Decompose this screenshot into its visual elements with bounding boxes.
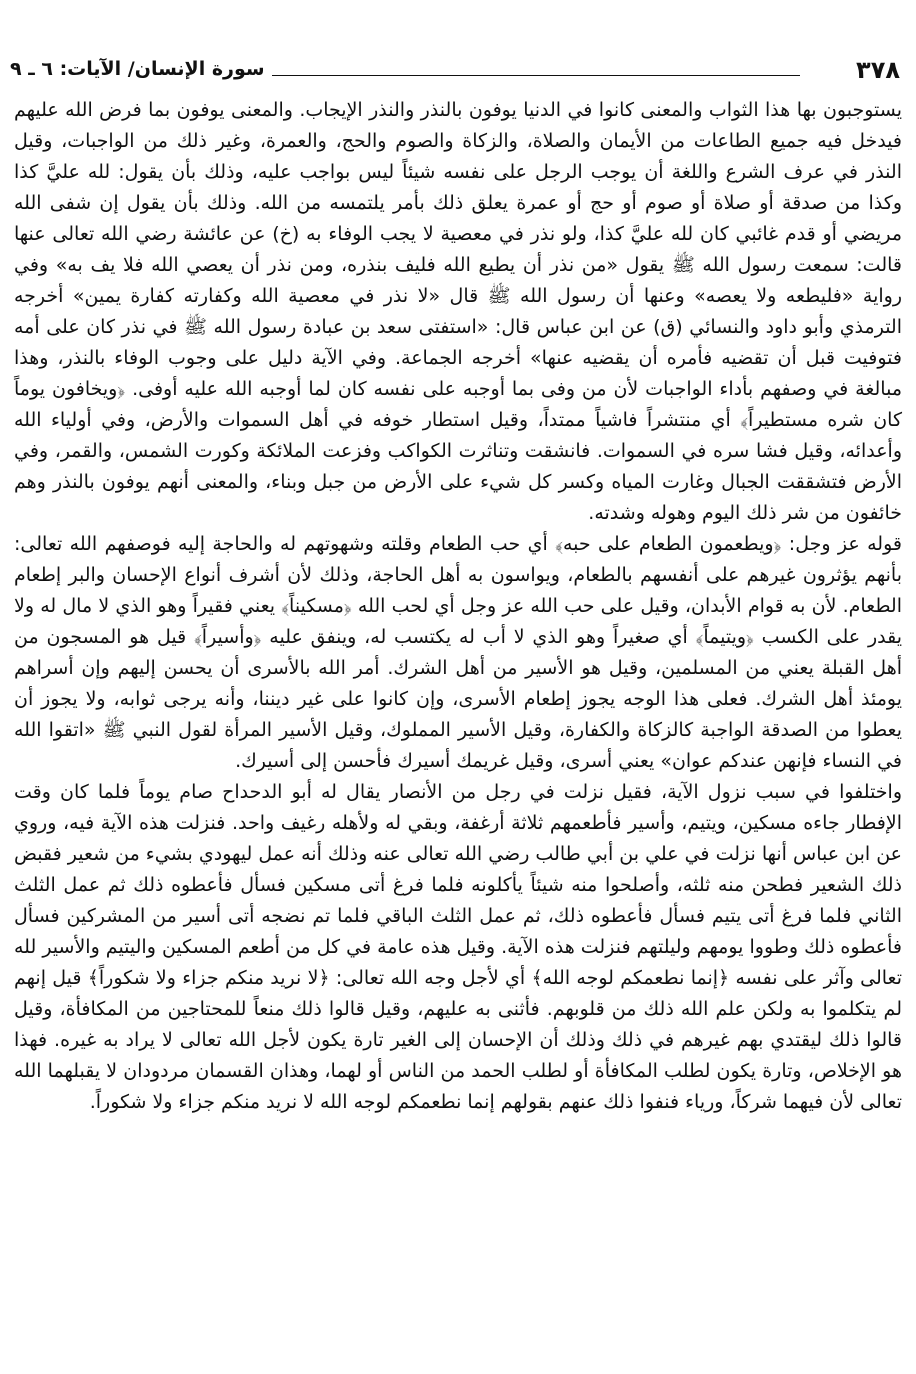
page-header	[10, 52, 900, 92]
body-text	[14, 95, 902, 1118]
running-title: سورة الإنسان/ الآيات: ٦ ـ ٩	[10, 58, 265, 80]
header-rule	[272, 75, 800, 76]
paragraph-2: قوله عز وجل: ﴿ويطعمون الطعام على حبه﴾ أي حب الطعام وقلته وشهوتهم له والحاجة إليه فوصفهم الله تعالى: بأنهم يؤثرون غيرهم على أنفسهم بالطعام، ويواسون به أهل الحاجة، وذلك لأن أشرف أنواع الإحسان والبر إطعام الطعام. لأن به قوام الأبدان، وقيل على حب الله عز وجل أي لحب الله ﴿مسكيناً﴾ يعني فقيراً وهو الذي لا مال له ولا يقدر على الكسب ﴿ويتيماً﴾ أي صغيراً وهو الذي لا أب له يكتسب له، وينفق عليه ﴿وأسيراً﴾ قيل هو المسجون من أهل القبلة يعني من المسلمين، وقيل هو الأسير من أهل الشرك. أمر الله بالأسرى أن يحسن إليهم وإن أسراهم يومئذ أهل الشرك. فعلى هذا الوجه يجوز إطعام الأسرى، وإن كانوا على غير ديننا، وأنه يرجى ثوابه، ولا يجوز أن يعطوا من الصدقة الواجبة كالزكاة والكفارة، وقيل الأسير المملوك، وقيل الأسير المرأة لقول النبي ﷺ «اتقوا الله في النساء فإنهن عندكم عوان» يعني أسرى، وقيل غريمك أسيرك فأحسن إلى أسيرك.	[14, 533, 902, 772]
page-number: ٣٧٨	[856, 56, 900, 84]
paragraph-3: واختلفوا في سبب نزول الآية، فقيل نزلت في رجل من الأنصار يقال له أبو الدحداح صام يوماً فلما كان وقت الإفطار جاءه مسكين، ويتيم، وأسير فأطعمهم ثلاثة أرغفة، وبقي له ولأهله رغيف واحد. فنزلت هذه الآية فيه، وروي عن ابن عباس أنها نزلت في علي بن أبي طالب رضي الله تعالى عنه وذلك أنه عمل ليهودي بشيء من شعير فقبض ذلك الشعير فطحن منه ثلثه، وأصلحوا منه شيئاً يأكلونه فلما فرغ أتى مسكين فسأل فأعطوه ذلك ثم عمل الثلث الثاني فلما فرغ أتى يتيم فسأل فأعطوه ذلك، ثم عمل الثلث الباقي فلما تم نضجه أتى أسير من المشركين فسأل فأعطوه ذلك وطووا يومهم وليلتهم فنزلت هذه الآية. وقيل هذه عامة في كل من أطعم المسكين واليتيم والأسير لله تعالى وآثر على نفسه ﴿إنما نطعمكم لوجه الله﴾ أي لأجل وجه الله تعالى: ﴿لا نريد منكم جزاء ولا شكوراً﴾ قيل إنهم لم يتكلموا به ولكن علم الله ذلك من قلوبهم. فأثنى به عليهم، وقيل قالوا ذلك منعاً للمحتاجين من المكافأة، وقيل قالوا ذلك ليقتدي بهم غيرهم في ذلك وذلك أن الإحسان إلى الغير تارة يكون لأجل الله تعالى لا يراد به غيره. فهذا هو الإخلاص، وتارة يكون لطلب المكافأة أو لطلب الحمد من الناس أو لهما، وهذان القسمان مردودان لا يقبلهما الله تعالى لأن فيهما شركاً، ورياء فنفوا ذلك عنهم بقولهم إنما نطعمكم لوجه الله لا نريد منكم جزاء ولا شكوراً.	[14, 781, 902, 1113]
paragraph-1: يستوجبون بها هذا الثواب والمعنى كانوا في الدنيا يوفون بالنذر والنذر الإيجاب. والمعنى يوفون بما فرض الله عليهم فيدخل فيه جميع الطاعات من الأيمان والصلاة، والزكاة والصوم والحج، والعمرة، وغير ذلك من الواجبات، وقيل النذر في عرف الشرع واللغة أن يوجب الرجل على نفسه شيئاً ليس بواجب عليه، وذلك بأن يقول: لله عليَّ كذا وكذا من صدقة أو صلاة أو صوم أو حج أو عمرة يعلق ذلك بأمر يلتمسه من الله. وذلك بأن يقول إن شفى الله مريضي أو قدم غائبي كان لله عليَّ كذا، ولو نذر في معصية لا يجب الوفاء به (خ) عن عائشة رضي الله تعالى عنها قالت: سمعت رسول الله ﷺ يقول «من نذر أن يطيع الله فليف بنذره، ومن نذر أن يعصي الله فلا يف به» وفي رواية «فليطعه ولا يعصه» وعنها أن رسول الله ﷺ قال «لا نذر في معصية الله وكفارته كفارة يمين» أخرجه الترمذي وأبو داود والنسائي (ق) عن ابن عباس قال: «استفتى سعد بن عبادة رسول الله ﷺ في نذر كان على أمه فتوفيت قبل أن تقضيه فأمره أن يقضيه عنها» أخرجه الجماعة. وفي الآية دليل على وجوب الوفاء بالنذر، وهذا مبالغة في وصفهم بأداء الواجبات لأن من وفى بما أوجبه على نفسه كان لما أوجبه الله عليه أوفى. ﴿ويخافون يوماً كان شره مستطيراً﴾ أي منتشراً فاشياً ممتداً، وقيل استطار خوفه في أهل السموات والأرض، وفي أولياء الله وأعدائه، وقيل فشا سره في السموات. فانشقت وتناثرت الكواكب وفزعت الملائكة وكورت الشمس، والقمر، وفي الأرض فتشققت الجبال وغارت المياه وكسر كل شيء على الأرض من جبل وبناء، والمعنى أنهم يوفون بالنذر وهم خائفون من شر ذلك اليوم وهوله وشدته.	[14, 99, 902, 524]
